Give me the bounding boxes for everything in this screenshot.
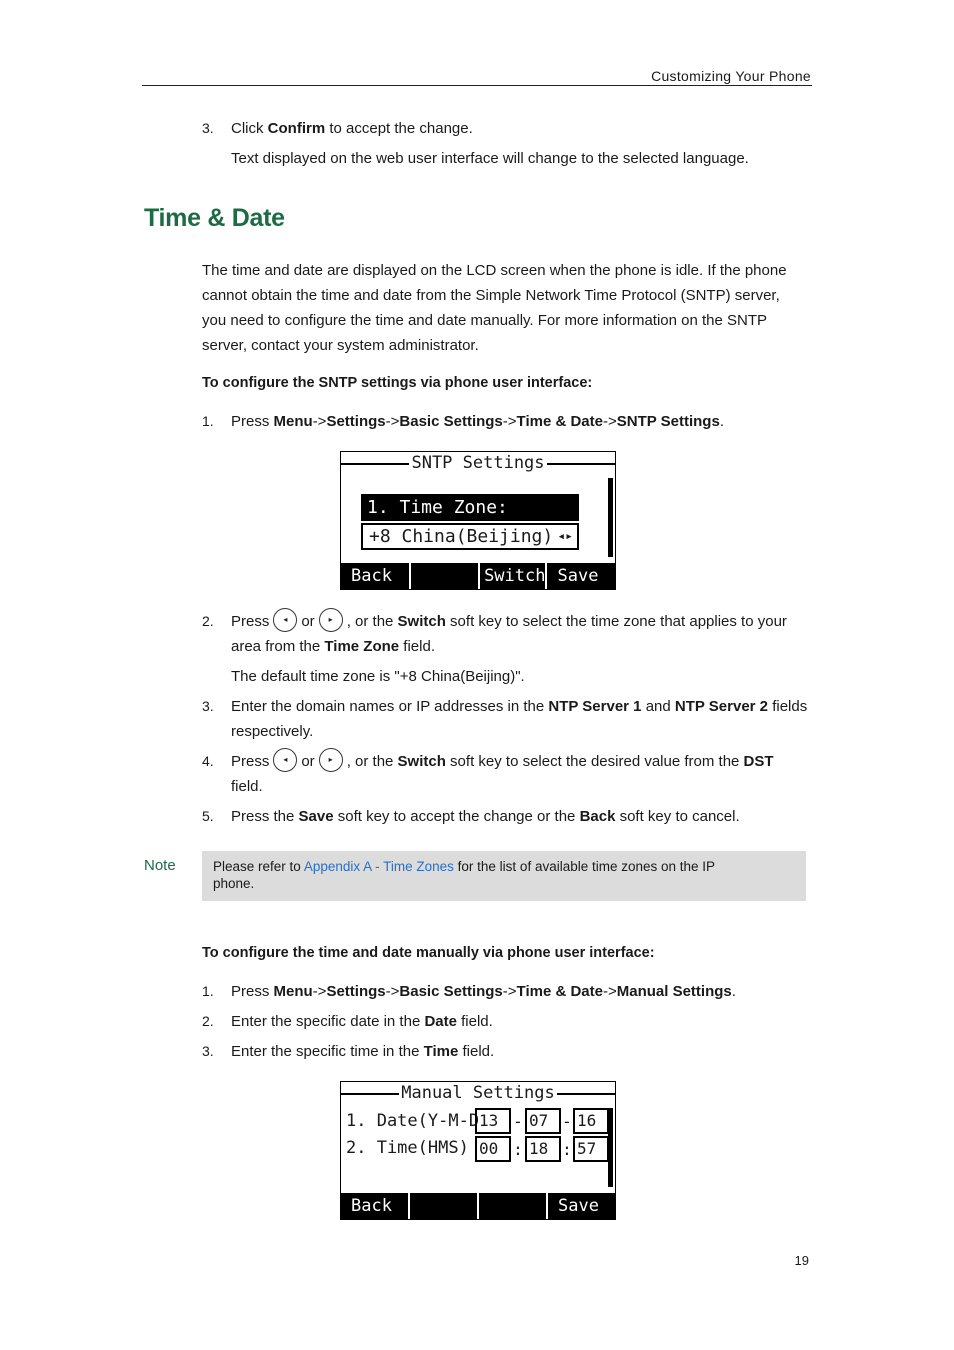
intro-line: server, contact your system administrator. bbox=[202, 337, 479, 354]
note-label: Note bbox=[144, 857, 176, 874]
time-second-field[interactable]: 57 bbox=[573, 1136, 609, 1162]
step-text: area from the Time Zone field. bbox=[231, 638, 435, 655]
intro-line: The time and date are displayed on the LCD screen when the phone is idle. If the phone bbox=[202, 262, 787, 279]
page-number: 19 bbox=[794, 1253, 809, 1268]
lcd-time-row: 2. Time(HMS) bbox=[346, 1138, 469, 1158]
date-day-field[interactable]: 16 bbox=[573, 1108, 609, 1134]
softkey-save[interactable]: Save bbox=[545, 563, 615, 589]
step-text: Enter the specific time in the Time field. bbox=[231, 1043, 495, 1060]
lcd-scrollbar bbox=[608, 478, 613, 557]
running-header: Customizing Your Phone bbox=[651, 68, 811, 84]
lcd-softkey-bar bbox=[341, 563, 615, 589]
left-key-icon: ◂ bbox=[273, 748, 297, 772]
procedure-heading: To configure the time and date manually via phone user interface: bbox=[202, 945, 655, 961]
step-text: Click Confirm to accept the change. bbox=[231, 120, 473, 137]
step-number: 2. bbox=[202, 1013, 214, 1029]
lcd-arrows-icon: ◂▸ bbox=[557, 529, 573, 544]
step-note: Text displayed on the web user interface will change to the selected language. bbox=[231, 150, 749, 167]
note-box bbox=[202, 851, 806, 901]
step-number: 2. bbox=[202, 613, 214, 629]
step-number: 3. bbox=[202, 698, 214, 714]
lcd-date-row: 1. Date(Y-M-D bbox=[346, 1111, 480, 1131]
lcd-date-fields: 13 - 07 - 16 bbox=[475, 1108, 609, 1134]
lcd-title: SNTP Settings bbox=[411, 453, 545, 473]
lcd-title: Manual Settings bbox=[401, 1083, 555, 1103]
lcd-manual-settings bbox=[340, 1081, 616, 1220]
softkey-back[interactable]: Back bbox=[351, 566, 392, 586]
step-number: 1. bbox=[202, 983, 214, 999]
softkey-empty bbox=[477, 1193, 546, 1219]
lcd-scrollbar bbox=[608, 1108, 613, 1187]
intro-paragraph bbox=[202, 258, 814, 358]
step-number: 1. bbox=[202, 413, 214, 429]
time-hour-field[interactable]: 00 bbox=[475, 1136, 511, 1162]
step-text: Enter the specific date in the Date field. bbox=[231, 1013, 493, 1030]
step-text: field. bbox=[231, 778, 263, 795]
header-rule bbox=[142, 85, 812, 86]
step-number: 3. bbox=[202, 1043, 214, 1059]
appendix-link[interactable]: Appendix A - Time Zones bbox=[303, 859, 454, 874]
left-key-icon: ◂ bbox=[273, 608, 297, 632]
intro-line: you need to configure the time and date manually. For more information on the SNTP bbox=[202, 312, 768, 329]
step-text: Press the Save soft key to accept the change or the Back soft key to cancel. bbox=[231, 808, 740, 825]
softkey-empty bbox=[409, 563, 479, 589]
step-number: 5. bbox=[202, 808, 214, 824]
right-key-icon: ▸ bbox=[319, 748, 343, 772]
step-text: Press ◂ or ▸ , or the Switch soft key to select the desired value from the DST bbox=[231, 749, 821, 774]
lcd-value-field: +8 China(Beijing) ◂▸ bbox=[361, 523, 579, 550]
intro-line: cannot obtain the time and date from the Simple Network Time Protocol (SNTP) server, bbox=[202, 287, 780, 304]
date-year-field[interactable]: 13 bbox=[475, 1108, 511, 1134]
lcd-time-fields: 00 : 18 : 57 bbox=[475, 1136, 609, 1162]
step-text: Enter the domain names or IP addresses in the NTP Server 1 and NTP Server 2 fields bbox=[231, 698, 808, 715]
time-minute-field[interactable]: 18 bbox=[525, 1136, 561, 1162]
section-title: Time & Date bbox=[144, 204, 285, 232]
softkey-save[interactable]: Save bbox=[546, 1193, 615, 1219]
step-text: Press Menu->Settings->Basic Settings->Time & Date->Manual Settings. bbox=[231, 983, 736, 1000]
step-note: The default time zone is "+8 China(Beijing)". bbox=[231, 668, 525, 685]
step-text: respectively. bbox=[231, 723, 314, 740]
softkey-switch[interactable]: Switch bbox=[478, 563, 545, 589]
step-number: 3. bbox=[202, 120, 214, 136]
note-text: Please refer to Appendix A - Time Zones for the list of available time zones on the IP phone. bbox=[213, 859, 716, 891]
procedure-heading: To configure the SNTP settings via phone user interface: bbox=[202, 375, 593, 391]
lcd-sntp-settings bbox=[340, 451, 616, 590]
step-text: Press ◂ or ▸ , or the Switch soft key to select the time zone that applies to your bbox=[231, 609, 821, 634]
step-text: Press Menu->Settings->Basic Settings->Time & Date->SNTP Settings. bbox=[231, 413, 724, 430]
lcd-selected-row: 1. Time Zone: bbox=[361, 494, 579, 521]
date-month-field[interactable]: 07 bbox=[525, 1108, 561, 1134]
softkey-empty bbox=[408, 1193, 477, 1219]
right-key-icon: ▸ bbox=[319, 608, 343, 632]
softkey-back[interactable]: Back bbox=[351, 1196, 392, 1216]
step-number: 4. bbox=[202, 753, 214, 769]
lcd-softkey-bar bbox=[341, 1193, 615, 1219]
